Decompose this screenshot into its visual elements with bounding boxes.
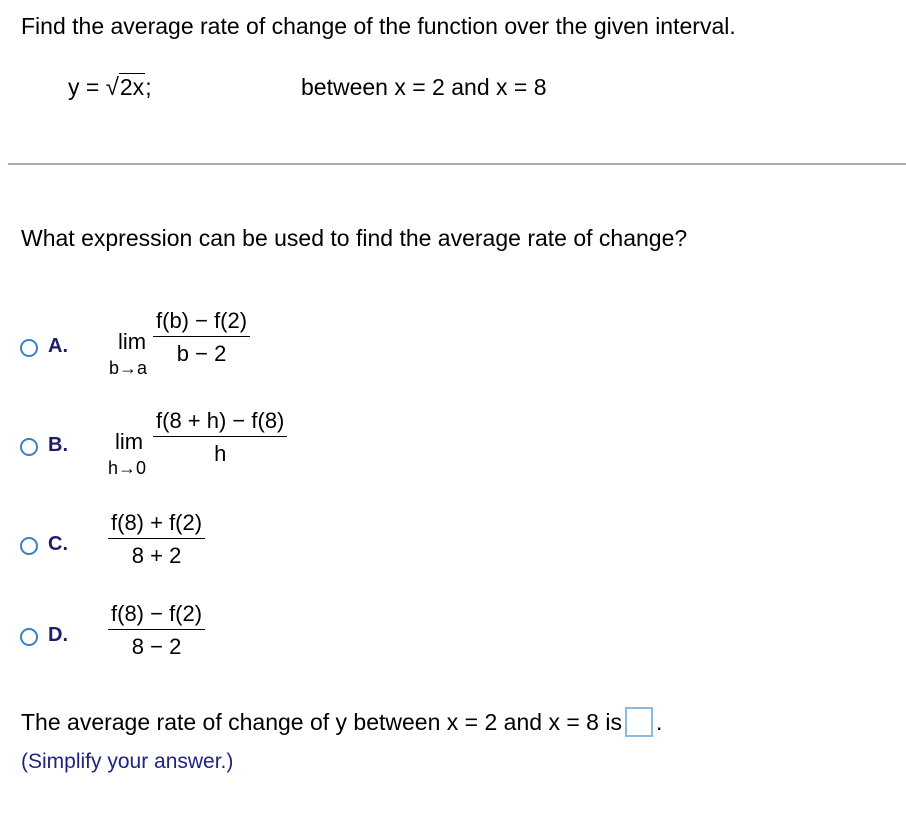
- option-d[interactable]: [20, 601, 280, 671]
- numerator-c: f(8) + f(2): [111, 510, 203, 535]
- lim-label-a: lim: [118, 329, 147, 354]
- numerator-b: f(8 + h) − f(8): [156, 408, 285, 433]
- simplify-hint: (Simplify your answer.): [21, 750, 234, 773]
- option-letter-b: B.: [48, 434, 68, 456]
- numerator-d: f(8) − f(2): [111, 601, 203, 626]
- option-letter-a: A.: [48, 335, 68, 357]
- numerator-a: f(b) − f(2): [156, 308, 248, 333]
- option-letter-c: C.: [48, 533, 68, 555]
- radio-option-c[interactable]: [20, 537, 38, 555]
- denominator-a: b − 2: [176, 341, 227, 366]
- lim-subscript-a: b→a: [109, 358, 148, 378]
- sqrt-expression: [106, 74, 145, 102]
- answer-sentence: The average rate of change of y between x = 2 and x = 8 is: [21, 709, 622, 736]
- option-letter-d: D.: [48, 624, 68, 646]
- answer-row: [21, 709, 662, 739]
- option-a[interactable]: [20, 305, 320, 378]
- fraction-c: [108, 510, 205, 569]
- radio-option-b[interactable]: [20, 438, 38, 456]
- fraction-bar-a: [153, 336, 250, 337]
- fraction-a: [153, 308, 250, 367]
- radio-option-a[interactable]: [20, 339, 38, 357]
- function-definition: [68, 74, 152, 102]
- fraction-b: [153, 408, 287, 467]
- denominator-c: 8 + 2: [131, 543, 182, 568]
- denominator-d: 8 − 2: [131, 634, 182, 659]
- denominator-b: h: [214, 441, 227, 466]
- fraction-d: [108, 601, 205, 660]
- function-lhs: y =: [68, 74, 100, 100]
- fraction-bar-b: [153, 436, 287, 437]
- interval-text: between x = 2 and x = 8: [301, 74, 547, 100]
- question-title: Find the average rate of change of the function over the given interval.: [21, 13, 736, 39]
- lim-label-b: lim: [115, 429, 144, 454]
- fraction-bar-c: [108, 538, 205, 539]
- answer-end: .: [655, 709, 663, 736]
- radical-sign: √: [105, 74, 119, 101]
- option-c[interactable]: [20, 510, 280, 580]
- answer-input[interactable]: [625, 707, 653, 737]
- function-radicand: 2x: [119, 74, 145, 100]
- function-suffix: ;: [145, 74, 152, 100]
- prompt-text: What expression can be used to find the average rate of change?: [21, 225, 688, 251]
- radio-option-d[interactable]: [20, 628, 38, 646]
- fraction-bar-d: [108, 629, 205, 630]
- option-b[interactable]: [20, 405, 320, 478]
- lim-subscript-b: h→0: [108, 458, 147, 478]
- section-divider: [8, 163, 906, 165]
